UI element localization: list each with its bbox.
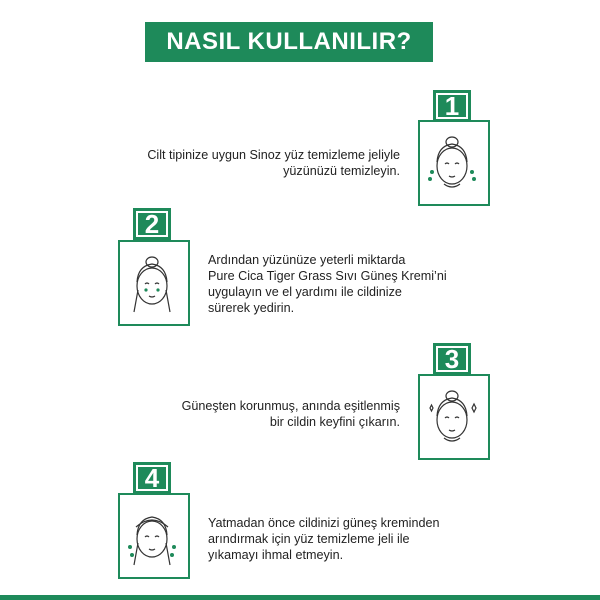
step-3-line: bir cildin keyfini çıkarın. bbox=[269, 415, 400, 429]
face-rinsing-icon bbox=[124, 505, 180, 573]
bottom-accent-bar bbox=[0, 595, 600, 600]
step-2-line: Pure Cica Tiger Grass Sıvı Güneş Kremi’ni bbox=[208, 269, 447, 283]
step-2-line: sürerek yedirin. bbox=[208, 301, 295, 315]
step-4-line: Yatmadan önce cildinizi güneş kreminden bbox=[208, 516, 440, 530]
face-washing-icon bbox=[424, 132, 480, 200]
step-3-line: Güneşten korunmuş, anında eşitlenmiş bbox=[181, 399, 400, 413]
step-2-number-badge: 2 bbox=[133, 208, 171, 240]
step-3-number-badge: 3 bbox=[433, 343, 471, 375]
step-4-text bbox=[208, 515, 528, 563]
step-2-line: uygulayın ve el yardımı ile cildinize bbox=[208, 285, 402, 299]
step-1-line: Cilt tipinize uygun Sinoz yüz temizleme jeliyle bbox=[147, 148, 400, 162]
face-glowing-icon bbox=[424, 386, 480, 454]
step-4-line: yıkamayı ihmal etmeyin. bbox=[208, 548, 344, 562]
step-2-text bbox=[208, 252, 528, 316]
page-title: NASIL KULLANILIR? bbox=[145, 22, 433, 62]
face-applying-cream-icon bbox=[124, 252, 180, 320]
step-1-number-badge: 1 bbox=[433, 90, 471, 122]
step-2-line: Ardından yüzünüze yeterli miktarda bbox=[208, 253, 406, 267]
step-4-line: arındırmak için yüz temizleme jeli ile bbox=[208, 532, 410, 546]
step-1-text bbox=[80, 147, 400, 179]
step-4-number-badge: 4 bbox=[133, 462, 171, 494]
step-1-line: yüzünüzü temizleyin. bbox=[283, 164, 400, 178]
step-3-text bbox=[80, 398, 400, 430]
